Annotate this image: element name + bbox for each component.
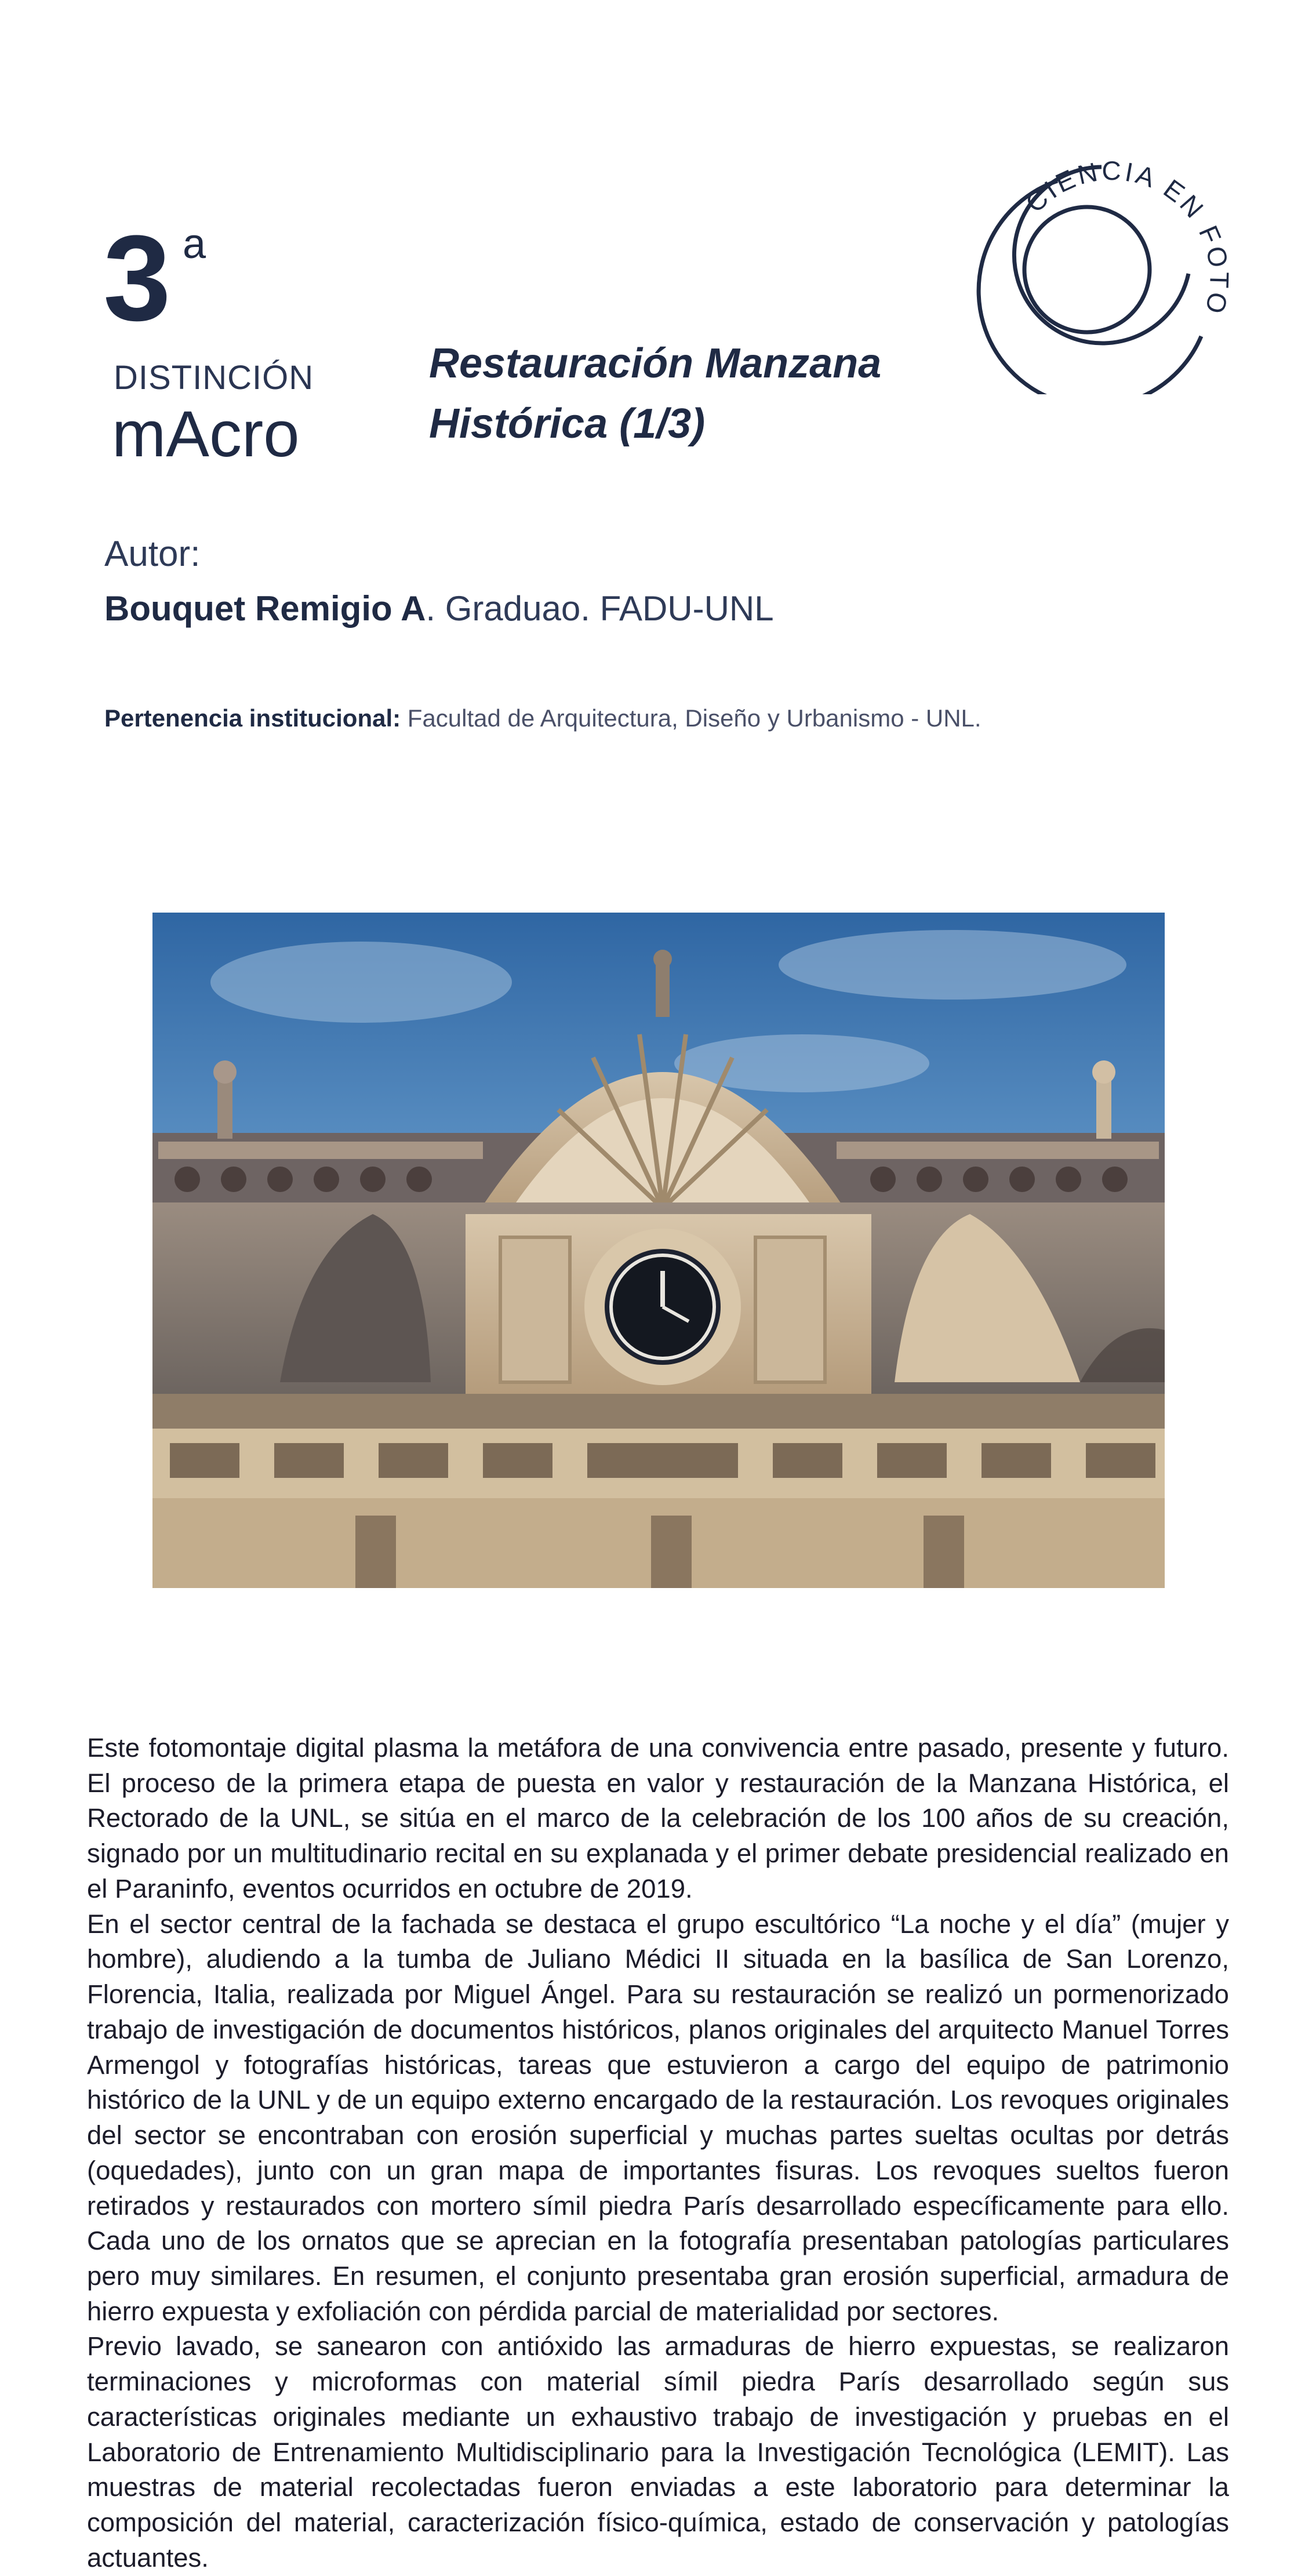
author-name: Bouquet Remigio A [104, 589, 426, 628]
distinction-label: DISTINCIÓN [114, 359, 314, 397]
paragraph-2: En el sector central de la fachada se destaca el grupo escultórico “La noche y el día” (mujer y hombre), aludiendo a la tumba de Juliano Médici II situada en la basílica de San Lorenzo, Florencia, Italia, realizada por Miguel Ángel. Para su restauración se realizó un pormenorizado trabajo de investigación de documentos históricos, planos originales del arquitecto Manuel Torres Armengol y fotografías históricas, tareas que estuvieron a cargo del equipo de patrimonio histórico de la UNL y de un equipo externo encargado de la restauración. Los revoques originales del sector se encontraban con erosión superficial y muchas partes sueltas ocultas por detrás (oquedades), junto con un gran mapa de importantes fisuras. Los revoques sueltos fueron retirados y restaurados con mortero símil piedra París desarrollado específicamente para ello. Cada uno de los ornatos que se aprecian en la fotografía presentaban patologías particulares pero muy similares. En resumen, el conjunto presentaba gran erosión superficial, armadura de hierro expuesta y exfoliación con pérdida parcial de materialidad por sectores. [87, 1909, 1229, 2326]
distinction-number: 3 [103, 210, 169, 346]
logo-outer-arc [979, 181, 1201, 394]
author-label: Autor: [104, 534, 201, 574]
title-line-1: Restauración Manzana [429, 340, 882, 387]
ciencia-en-fotos-logo [962, 116, 1241, 394]
photo-title [429, 333, 951, 455]
institution-value: Facultad de Arquitectura, Diseño y Urbanismo - UNL. [407, 704, 982, 732]
institution-label: Pertenencia institucional: [104, 704, 401, 732]
facade-photo-icon [152, 913, 1165, 1588]
distinction-superscript: a [183, 221, 206, 267]
author-affiliation: . Graduao. FADU-UNL [426, 589, 774, 628]
title-line-2: Histórica (1/3) [429, 401, 706, 448]
facade-photo [152, 913, 1165, 1588]
author-line [104, 588, 774, 628]
institution-line [104, 704, 982, 732]
logo-inner-circle [1024, 207, 1150, 332]
logo-text: CIENCIA EN FOTO [1019, 155, 1235, 319]
paragraph-3: Previo lavado, se sanearon con antióxido las armaduras de hierro expuestas, se realizaron terminaciones y microformas con material símil piedra París desarrollado según sus características originales mediante un exhaustivo trabajo de investigación y pruebas en el Laboratorio de Entrenamiento Multidisciplinario para la Investigación Tecnológica (LEMIT). Las muestras de material recolectadas fueron enviadas a este laboratorio para determinar la composición del material, caracterización físico-química, estado de conservación y patologías actuantes. [87, 2331, 1229, 2573]
distinction-category: mAcro [112, 398, 300, 470]
description-body [87, 1731, 1229, 2576]
logo-icon [962, 116, 1241, 394]
paragraph-1: Este fotomontaje digital plasma la metáfora de una convivencia entre pasado, presente y futuro. El proceso de la primera etapa de puesta en valor y restauración de la Manzana Histórica, el Rectorado de la UNL, se sitúa en el marco de la celebración de los 100 años de su creación, signado por un multitudinario recital en su explanada y el primer debate presidencial realizado en el Paraninfo, eventos ocurridos en octubre de 2019. [87, 1733, 1229, 1903]
